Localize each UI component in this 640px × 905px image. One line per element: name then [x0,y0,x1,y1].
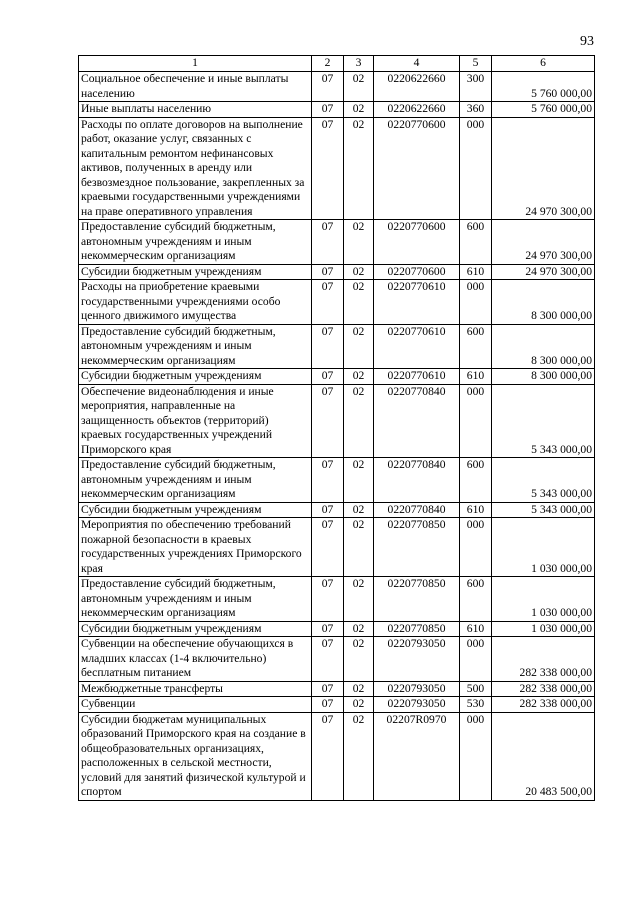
subsection-cell: 02 [344,621,374,637]
expense-group-cell: 600 [460,324,492,369]
amount-cell: 8 300 000,00 [492,280,595,325]
target-code-cell: 0220770610 [374,324,460,369]
subsection-cell: 02 [344,577,374,622]
budget-table [78,55,595,801]
item-name-cell: Предоставление субсидий бюджетным, автономным учреждениям и иным некоммерческим организациям [79,577,312,622]
section-cell: 07 [312,502,344,518]
subsection-cell: 02 [344,712,374,800]
amount-cell: 24 970 300,00 [492,264,595,280]
target-code-cell: 0220770600 [374,117,460,220]
section-cell: 07 [312,621,344,637]
expense-group-cell: 000 [460,518,492,577]
section-cell: 07 [312,264,344,280]
section-cell: 07 [312,577,344,622]
item-name-cell: Субсидии бюджетам муниципальных образований Приморского края на создание в общеобразовательных организациях, расположенных в сельской местности, условий для занятий физической культурой и спортом [79,712,312,800]
item-name-cell: Социальное обеспечение и иные выплаты населению [79,72,312,102]
item-name-cell: Предоставление субсидий бюджетным, автономным учреждениям и иным некоммерческим организациям [79,324,312,369]
column-header-5: 5 [460,56,492,72]
section-cell: 07 [312,518,344,577]
subsection-cell: 02 [344,324,374,369]
table-row [79,621,595,637]
section-cell: 07 [312,220,344,265]
subsection-cell: 02 [344,502,374,518]
target-code-cell: 0220770600 [374,220,460,265]
expense-group-cell: 600 [460,458,492,503]
item-name-cell: Иные выплаты населению [79,102,312,118]
table-row [79,264,595,280]
column-header-4: 4 [374,56,460,72]
amount-cell: 24 970 300,00 [492,117,595,220]
table-row [79,458,595,503]
table-row [79,637,595,682]
section-cell: 07 [312,637,344,682]
expense-group-cell: 530 [460,697,492,713]
target-code-cell: 0220622660 [374,72,460,102]
subsection-cell: 02 [344,518,374,577]
item-name-cell: Предоставление субсидий бюджетным, автономным учреждениям и иным некоммерческим организациям [79,458,312,503]
amount-cell: 282 338 000,00 [492,681,595,697]
table-body [79,72,595,801]
subsection-cell: 02 [344,72,374,102]
target-code-cell: 0220622660 [374,102,460,118]
table-row [79,324,595,369]
amount-cell: 1 030 000,00 [492,621,595,637]
table-row [79,681,595,697]
expense-group-cell: 000 [460,637,492,682]
expense-group-cell: 500 [460,681,492,697]
amount-cell: 5 760 000,00 [492,102,595,118]
item-name-cell: Субвенции [79,697,312,713]
item-name-cell: Расходы на приобретение краевыми государственными учреждениями особо ценного движимого имущества [79,280,312,325]
target-code-cell: 0220770610 [374,369,460,385]
target-code-cell: 0220770840 [374,458,460,503]
subsection-cell: 02 [344,697,374,713]
amount-cell: 282 338 000,00 [492,697,595,713]
subsection-cell: 02 [344,264,374,280]
target-code-cell: 0220770840 [374,384,460,458]
column-header-2: 2 [312,56,344,72]
section-cell: 07 [312,324,344,369]
expense-group-cell: 600 [460,577,492,622]
target-code-cell: 0220770840 [374,502,460,518]
expense-group-cell: 300 [460,72,492,102]
amount-cell: 5 343 000,00 [492,458,595,503]
section-cell: 07 [312,280,344,325]
target-code-cell: 0220793050 [374,681,460,697]
table-row [79,102,595,118]
subsection-cell: 02 [344,384,374,458]
section-cell: 07 [312,369,344,385]
item-name-cell: Обеспечение видеонаблюдения и иные мероприятия, направленные на защищенность объектов (территорий) краевых государственных учреждений Приморского края [79,384,312,458]
subsection-cell: 02 [344,458,374,503]
expense-group-cell: 000 [460,384,492,458]
item-name-cell: Субсидии бюджетным учреждениям [79,264,312,280]
item-name-cell: Субвенции на обеспечение обучающихся в младших классах (1-4 включительно) бесплатным питанием [79,637,312,682]
amount-cell: 5 760 000,00 [492,72,595,102]
column-header-3: 3 [344,56,374,72]
amount-cell: 8 300 000,00 [492,369,595,385]
table-row [79,220,595,265]
table-row [79,577,595,622]
section-cell: 07 [312,384,344,458]
subsection-cell: 02 [344,220,374,265]
expense-group-cell: 360 [460,102,492,118]
amount-cell: 1 030 000,00 [492,518,595,577]
amount-cell: 24 970 300,00 [492,220,595,265]
item-name-cell: Межбюджетные трансферты [79,681,312,697]
subsection-cell: 02 [344,280,374,325]
column-header-6: 6 [492,56,595,72]
item-name-cell: Расходы по оплате договоров на выполнение работ, оказание услуг, связанных с капитальным ремонтом нефинансовых активов, полученных в аренду или безвозмездное пользование, закрепленных за краевыми государственными учреждениями на праве оперативного управления [79,117,312,220]
subsection-cell: 02 [344,117,374,220]
expense-group-cell: 610 [460,264,492,280]
table-row [79,117,595,220]
item-name-cell: Субсидии бюджетным учреждениям [79,502,312,518]
expense-group-cell: 000 [460,712,492,800]
expense-group-cell: 600 [460,220,492,265]
section-cell: 07 [312,712,344,800]
table-row [79,72,595,102]
target-code-cell: 0220770850 [374,621,460,637]
table-row [79,502,595,518]
subsection-cell: 02 [344,681,374,697]
target-code-cell: 02207R0970 [374,712,460,800]
page-number: 93 [580,34,594,49]
section-cell: 07 [312,72,344,102]
item-name-cell: Субсидии бюджетным учреждениям [79,369,312,385]
table-row [79,369,595,385]
amount-cell: 8 300 000,00 [492,324,595,369]
table-row [79,384,595,458]
target-code-cell: 0220793050 [374,697,460,713]
table-row [79,697,595,713]
table-row [79,518,595,577]
target-code-cell: 0220770600 [374,264,460,280]
expense-group-cell: 610 [460,502,492,518]
expense-group-cell: 000 [460,117,492,220]
subsection-cell: 02 [344,637,374,682]
section-cell: 07 [312,681,344,697]
expense-group-cell: 610 [460,369,492,385]
target-code-cell: 0220793050 [374,637,460,682]
expense-group-cell: 610 [460,621,492,637]
table-row [79,280,595,325]
section-cell: 07 [312,697,344,713]
amount-cell: 1 030 000,00 [492,577,595,622]
expense-group-cell: 000 [460,280,492,325]
column-header-1: 1 [79,56,312,72]
target-code-cell: 0220770610 [374,280,460,325]
item-name-cell: Субсидии бюджетным учреждениям [79,621,312,637]
amount-cell: 5 343 000,00 [492,384,595,458]
table-row [79,712,595,800]
amount-cell: 282 338 000,00 [492,637,595,682]
target-code-cell: 0220770850 [374,577,460,622]
subsection-cell: 02 [344,102,374,118]
section-cell: 07 [312,102,344,118]
section-cell: 07 [312,458,344,503]
subsection-cell: 02 [344,369,374,385]
header-row [79,56,595,72]
amount-cell: 20 483 500,00 [492,712,595,800]
item-name-cell: Предоставление субсидий бюджетным, автономным учреждениям и иным некоммерческим организациям [79,220,312,265]
target-code-cell: 0220770850 [374,518,460,577]
amount-cell: 5 343 000,00 [492,502,595,518]
section-cell: 07 [312,117,344,220]
item-name-cell: Мероприятия по обеспечению требований пожарной безопасности в краевых государственных учреждениях Приморского края [79,518,312,577]
